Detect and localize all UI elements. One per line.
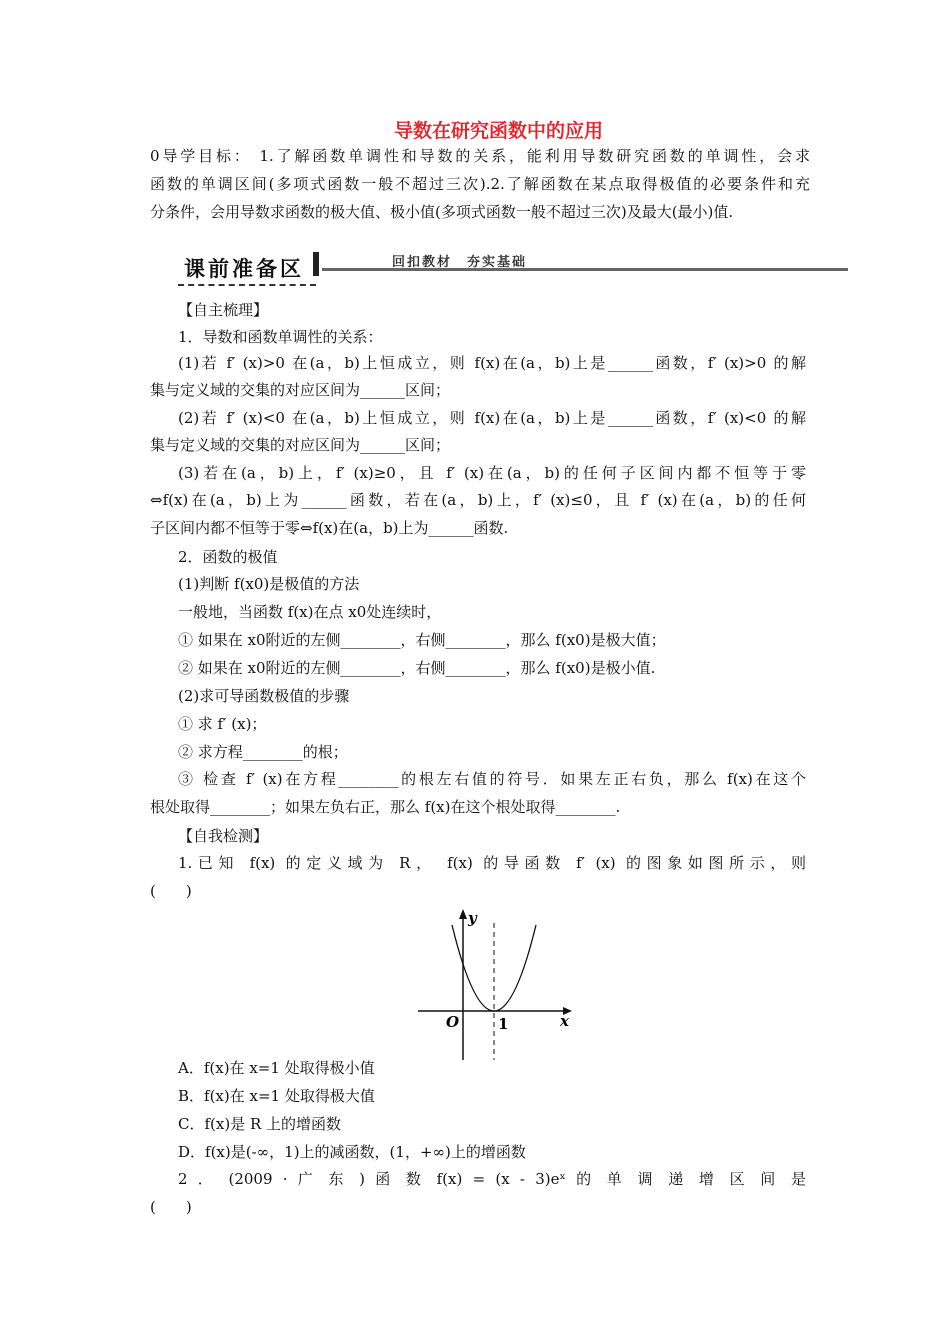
question-2-answer-paren: ( )	[150, 1198, 192, 1216]
review-p2-line-b: 集与定义域的交集的对应区间为______区间；	[150, 436, 451, 454]
learning-goal-line-2: 函数的单调区间(多项式函数一般不超过三次).2.了解函数在某点取得极值的必要条件和充	[150, 175, 810, 193]
review-heading-2: 2．函数的极值	[178, 548, 278, 566]
question-2-stem: 2 ． (2009 · 广 东 ) 函 数 f(x) = (x - 3)eˣ 的 单 调 递 增 区 间 是	[178, 1170, 806, 1188]
learning-goal-line-3: 分条件，会用导数求函数的极大值、极小值(多项式函数一般不超过三次)及最大(最小)值.	[150, 203, 734, 221]
self-test-heading: 【自我检测】	[178, 827, 269, 845]
review-p1-line-a: (1)若 f′ (x)>0 在(a，b)上恒成立，则 f(x)在(a，b)上是______函数，f′ (x)>0 的解	[178, 354, 806, 372]
banner-title-box	[178, 250, 316, 286]
review-p3-line-c: 子区间内都不恒等于零⇔f(x)在(a，b)上为______函数.	[150, 519, 509, 537]
extremum-step-3-line-a: ③ 检查 f′ (x)在方程________的根左右值的符号．如果左正右负，那么 f(x)在这个	[178, 770, 806, 788]
extremum-min-condition: ② 如果在 x0附近的左侧________，右侧________，那么 f(x0)是极小值.	[178, 659, 656, 677]
extremum-step-1: ① 求 f′ (x)；	[178, 715, 267, 733]
extremum-method-intro: 一般地，当函数 f(x)在点 x0处连续时，	[178, 603, 442, 621]
option-c[interactable]: C．f(x)是 R 上的增函数	[178, 1115, 342, 1133]
review-heading-1: 1．导数和函数单调性的关系：	[178, 328, 383, 346]
banner-divider	[313, 252, 319, 276]
x-axis-label: x	[560, 1012, 569, 1030]
learning-goal-line-1: 0导学目标： 1.了解函数单调性和导数的关系，能利用导数研究函数的单调性，会求	[150, 147, 810, 165]
extremum-steps-heading: (2)求可导函数极值的步骤	[178, 687, 350, 705]
extremum-method-heading: (1)判断 f(x0)是极值的方法	[178, 575, 360, 593]
derivative-graph	[410, 905, 580, 1065]
origin-label: O	[446, 1013, 460, 1031]
x-tick-1-label: 1	[498, 1015, 509, 1033]
option-d[interactable]: D．f(x)是(-∞，1)上的减函数，(1，+∞)上的增函数	[178, 1143, 526, 1161]
y-axis-label: y	[468, 909, 477, 927]
y-axis-arrow-icon	[459, 909, 467, 919]
extremum-step-2: ② 求方程________的根；	[178, 743, 348, 761]
option-a[interactable]: A．f(x)在 x=1 处取得极小值	[178, 1059, 375, 1077]
banner-subtitle: 回扣教材 夯实基础	[392, 255, 528, 270]
review-p3-line-a: (3)若在(a，b)上，f′ (x)≥0，且 f′ (x)在(a，b)的任何子区间内都不恒等于零	[178, 464, 806, 482]
banner-title: 课前准备区	[184, 257, 304, 281]
page-title: 导数在研究函数中的应用	[394, 120, 604, 142]
self-study-heading: 【自主梳理】	[178, 301, 269, 319]
extremum-max-condition: ① 如果在 x0附近的左侧________，右侧________，那么 f(x0)是极大值；	[178, 631, 666, 649]
question-1-stem: 1.已知 f(x) 的定义域为 R， f(x) 的导函数 f′ (x) 的图象如图所示，则	[178, 854, 806, 872]
review-p3-line-b: ⇔f(x)在(a，b)上为______函数，若在(a，b)上，f′ (x)≤0，且 f′ (x)在(a，b)的任何	[150, 491, 806, 509]
extremum-step-3-line-b: 根处取得________；如果左负右正，那么 f(x)在这个根处取得________.	[150, 798, 621, 816]
review-p2-line-a: (2)若 f′ (x)<0 在(a，b)上恒成立，则 f(x)在(a，b)上是______函数，f′ (x)<0 的解	[178, 409, 806, 427]
question-1-answer-paren: ( )	[150, 882, 192, 900]
option-b[interactable]: B．f(x)在 x=1 处取得极大值	[178, 1087, 375, 1105]
review-p1-line-b: 集与定义域的交集的对应区间为______区间；	[150, 381, 451, 399]
